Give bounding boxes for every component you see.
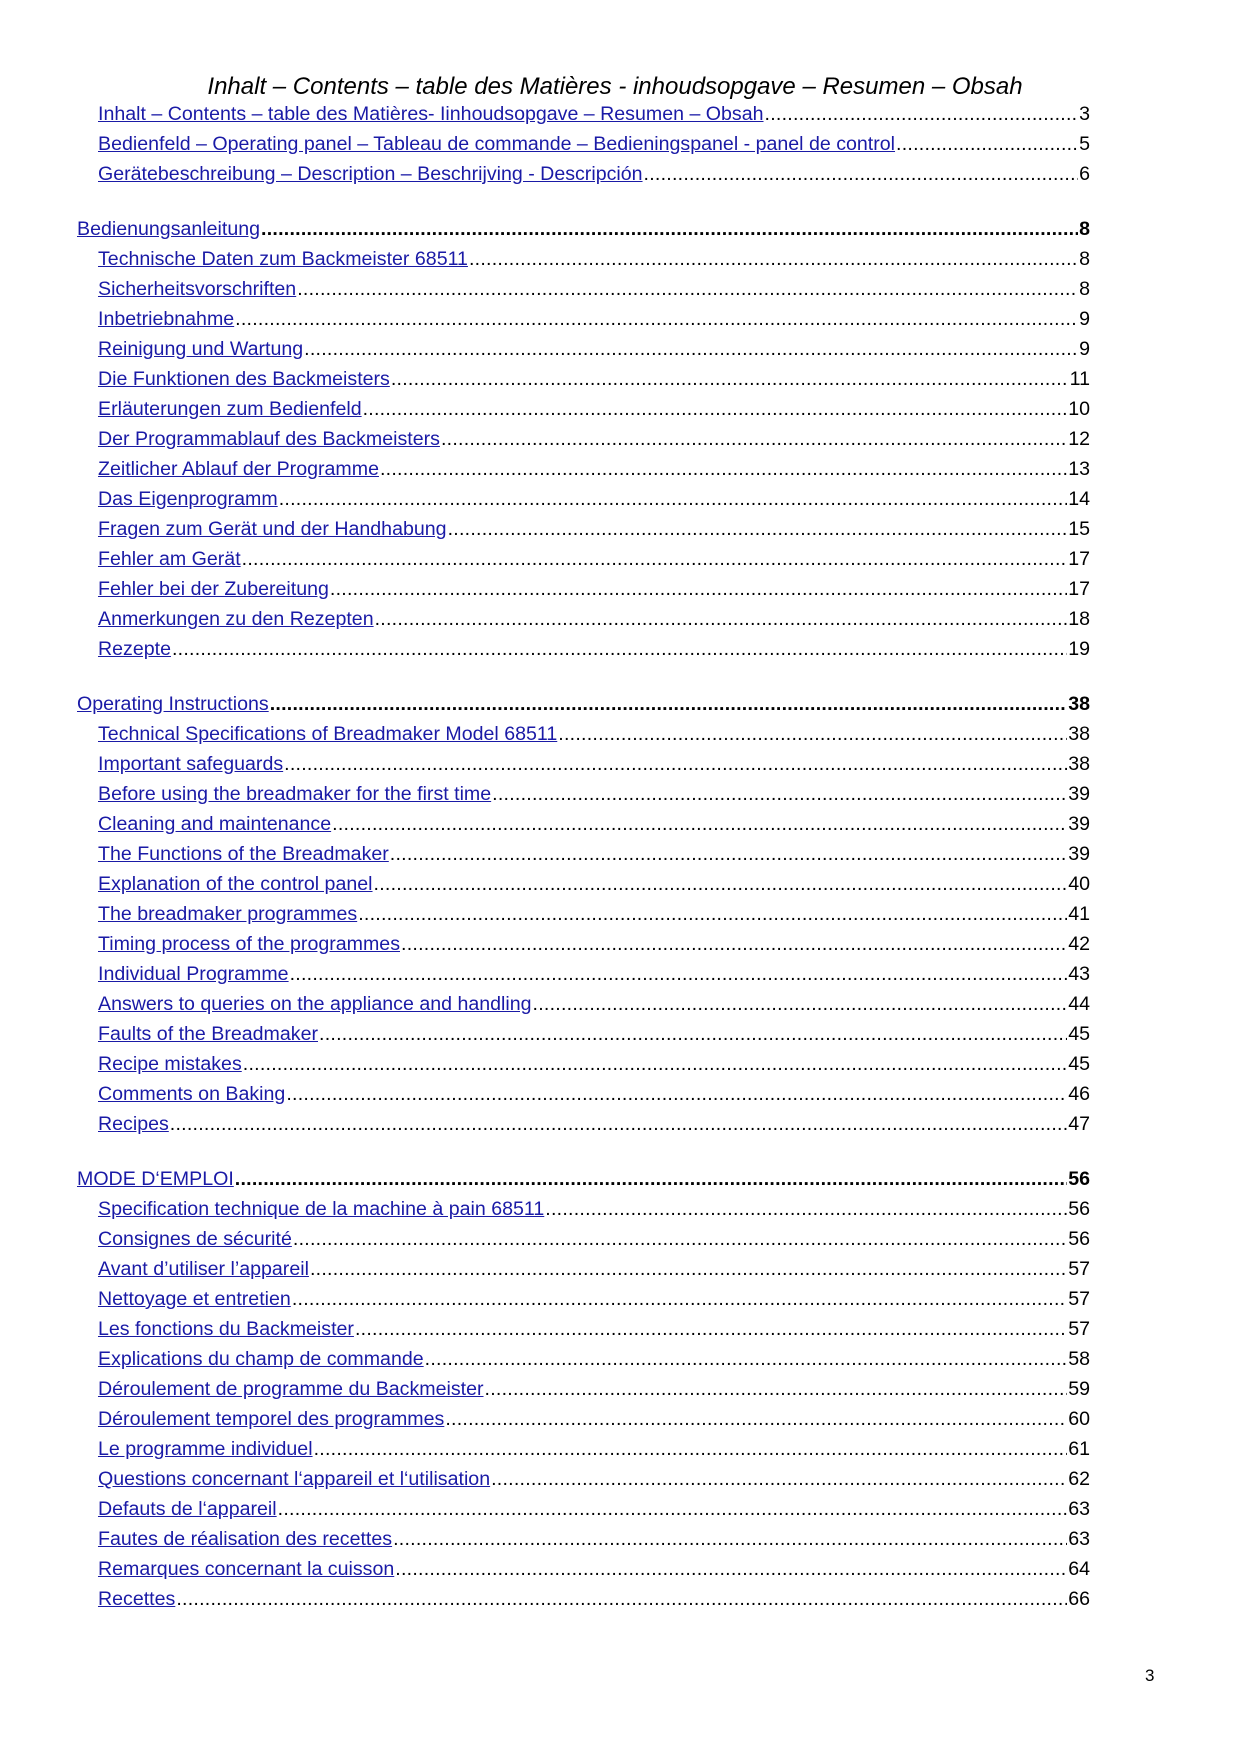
toc-section (77, 211, 1090, 241)
toc-entry (98, 271, 1090, 301)
toc-page-number: 56 (1068, 1228, 1090, 1250)
toc-entry (98, 776, 1090, 806)
dot-leader (492, 782, 1067, 806)
toc-link[interactable]: Cleaning and maintenance (98, 813, 332, 835)
toc-page-number: 42 (1068, 933, 1090, 955)
dot-leader (374, 872, 1068, 896)
toc-page-number: 57 (1068, 1258, 1090, 1280)
toc-link[interactable]: Fehler am Gerät (98, 548, 241, 570)
dot-leader (644, 162, 1079, 186)
toc-link[interactable]: Fragen zum Gerät und der Handhabung (98, 518, 447, 540)
toc-page-number: 40 (1068, 873, 1090, 895)
toc-entry (98, 1016, 1090, 1046)
toc-page-number: 9 (1079, 308, 1090, 330)
dot-leader (355, 1317, 1067, 1341)
toc-entry (98, 956, 1090, 986)
toc-entry (98, 126, 1090, 156)
dot-leader (363, 397, 1068, 421)
toc-page-number: 43 (1068, 963, 1090, 985)
dot-leader (393, 1527, 1067, 1551)
toc-page-number: 17 (1068, 548, 1090, 570)
toc-entry (98, 1076, 1090, 1106)
toc-entry (98, 1371, 1090, 1401)
toc-page-number: 17 (1068, 578, 1090, 600)
dot-leader (314, 1437, 1068, 1461)
toc-page-number: 62 (1068, 1468, 1090, 1490)
dot-leader (310, 1257, 1067, 1281)
toc-link[interactable]: Recipes (98, 1113, 169, 1135)
toc-entry (98, 806, 1090, 836)
toc-entry (98, 391, 1090, 421)
toc-page-number: 56 (1068, 1198, 1090, 1220)
toc-page-number: 59 (1068, 1378, 1090, 1400)
toc-link[interactable]: Remarques concernant la cuisson (98, 1558, 395, 1580)
toc-entry (98, 1221, 1090, 1251)
toc-link[interactable]: Avant d’utiliser l’appareil (98, 1258, 309, 1280)
toc-link[interactable]: Recipe mistakes (98, 1053, 242, 1075)
dot-leader (293, 1227, 1067, 1251)
dot-leader (304, 337, 1078, 361)
dot-leader (261, 217, 1078, 241)
dot-leader (469, 247, 1078, 271)
toc-entry (98, 836, 1090, 866)
toc-link[interactable]: Fautes de réalisation des recettes (98, 1528, 393, 1550)
toc-link[interactable]: Bedienfeld – Operating panel – Tableau de commande – Bedieningspanel - panel de control (98, 133, 896, 155)
toc-link[interactable]: Der Programmablauf des Backmeisters (98, 428, 440, 450)
toc-entry (98, 926, 1090, 956)
dot-leader (330, 577, 1067, 601)
dot-leader (765, 102, 1079, 126)
toc-page-number: 46 (1068, 1083, 1090, 1105)
toc-entry (98, 1191, 1090, 1221)
dot-leader (290, 962, 1068, 986)
toc-page-number: 13 (1068, 458, 1090, 480)
toc-link[interactable]: MODE D‘EMPLOI (77, 1168, 234, 1190)
toc-link[interactable]: Déroulement temporel des programmes (98, 1408, 445, 1430)
toc-link[interactable]: Zeitlicher Ablauf der Programme (98, 458, 379, 480)
toc-entry (98, 986, 1090, 1016)
page-title: Inhalt – Contents – table des Matières - inhoudsopgave – Resumen – Obsah (207, 73, 1023, 100)
toc-entry (98, 1431, 1090, 1461)
toc-page-number: 8 (1079, 248, 1090, 270)
toc-entry (98, 421, 1090, 451)
toc-link[interactable]: Rezepte (98, 638, 171, 660)
toc-link[interactable]: Specification technique de la machine à pain 68511 (98, 1198, 545, 1220)
toc-link[interactable]: Inhalt – Contents – table des Matières- Iinhoudsopgave – Resumen – Obsah (98, 103, 764, 125)
dot-leader (485, 1377, 1068, 1401)
toc-entry (98, 1551, 1090, 1581)
toc-link[interactable]: Erläuterungen zum Bedienfeld (98, 398, 362, 420)
toc-entry (98, 1341, 1090, 1371)
toc-page-number: 18 (1068, 608, 1090, 630)
toc-page-number: 57 (1068, 1288, 1090, 1310)
toc-page-number: 39 (1068, 843, 1090, 865)
dot-leader (395, 1557, 1067, 1581)
toc-link[interactable]: Bedienungsanleitung (77, 218, 261, 240)
dot-leader (445, 1407, 1067, 1431)
toc-link[interactable]: Les fonctions du Backmeister (98, 1318, 354, 1340)
toc-entry (98, 746, 1090, 776)
toc-entry (98, 571, 1090, 601)
dot-leader (896, 132, 1078, 156)
toc-entry (98, 541, 1090, 571)
dot-leader (176, 1587, 1067, 1611)
toc-page-number: 38 (1068, 693, 1090, 715)
dot-leader (390, 842, 1067, 866)
toc-page-number: 39 (1068, 813, 1090, 835)
toc-link[interactable]: Questions concernant l‘appareil et l‘utilisation (98, 1468, 491, 1490)
dot-leader (286, 1082, 1067, 1106)
toc-link[interactable]: Important safeguards (98, 753, 284, 775)
toc-page-number: 66 (1068, 1588, 1090, 1610)
toc-page-number: 57 (1068, 1318, 1090, 1340)
dot-leader (558, 722, 1067, 746)
toc-link[interactable]: Comments on Baking (98, 1083, 286, 1105)
toc-entry (98, 1401, 1090, 1431)
dot-leader (380, 457, 1067, 481)
toc-entry (98, 1581, 1090, 1611)
toc-link[interactable]: Before using the breadmaker for the first time (98, 783, 492, 805)
dot-leader (358, 902, 1067, 926)
dot-leader (441, 427, 1067, 451)
toc-link[interactable]: Nettoyage et entretien (98, 1288, 291, 1310)
toc-link[interactable]: Le programme individuel (98, 1438, 313, 1460)
toc-page-number: 41 (1068, 903, 1090, 925)
toc-entry (98, 481, 1090, 511)
toc-entry (98, 631, 1090, 661)
dot-leader (172, 637, 1067, 661)
toc-link[interactable]: Die Funktionen des Backmeisters (98, 368, 390, 390)
toc-page-number: 14 (1068, 488, 1090, 510)
toc-link[interactable]: Das Eigenprogramm (98, 488, 278, 510)
page-number: 3 (1145, 1666, 1155, 1685)
toc-link[interactable]: Technische Daten zum Backmeister 68511 (98, 248, 468, 270)
toc-link[interactable]: Explications du champ de commande (98, 1348, 424, 1370)
toc-page-number: 47 (1068, 1113, 1090, 1135)
toc-entry (98, 1461, 1090, 1491)
toc-page-number: 9 (1079, 338, 1090, 360)
toc-page-number: 12 (1068, 428, 1090, 450)
toc-link[interactable]: Individual Programme (98, 963, 289, 985)
dot-leader (448, 517, 1068, 541)
toc-page-number: 58 (1068, 1348, 1090, 1370)
dot-leader (170, 1112, 1067, 1136)
dot-leader (242, 547, 1068, 571)
toc-entry (98, 301, 1090, 331)
dot-leader (401, 932, 1067, 956)
toc-page-number: 3 (1079, 103, 1090, 125)
toc-entry (98, 896, 1090, 926)
dot-leader (270, 692, 1068, 716)
toc-entry (98, 96, 1090, 126)
toc-link[interactable]: The breadmaker programmes (98, 903, 358, 925)
toc-link[interactable]: Timing process of the programmes (98, 933, 400, 955)
toc-page-number: 38 (1068, 753, 1090, 775)
toc-page-number: 11 (1069, 368, 1090, 390)
toc-link[interactable]: Explanation of the control panel (98, 873, 373, 895)
toc-page-number: 44 (1068, 993, 1090, 1015)
dot-leader (235, 307, 1078, 331)
toc-link[interactable]: Technical Specifications of Breadmaker Model 68511 (98, 723, 558, 745)
toc-page-number: 6 (1079, 163, 1090, 185)
toc-entry (98, 1106, 1090, 1136)
toc-page-number: 19 (1068, 638, 1090, 660)
toc-page-number: 10 (1068, 398, 1090, 420)
toc-link[interactable]: Faults of the Breadmaker (98, 1023, 318, 1045)
toc-entry (98, 331, 1090, 361)
toc-page-number: 64 (1068, 1558, 1090, 1580)
toc-entry (98, 1251, 1090, 1281)
toc-page-number: 39 (1068, 783, 1090, 805)
toc-entry (98, 361, 1090, 391)
dot-leader (425, 1347, 1068, 1371)
dot-leader (319, 1022, 1067, 1046)
dot-leader (279, 487, 1068, 511)
toc-section (77, 1161, 1090, 1191)
toc-page-number: 45 (1068, 1053, 1090, 1075)
dot-leader (284, 752, 1067, 776)
toc-page-number: 38 (1068, 723, 1090, 745)
toc-link[interactable]: Anmerkungen zu den Rezepten (98, 608, 374, 630)
dot-leader (297, 277, 1078, 301)
dot-leader (332, 812, 1067, 836)
toc-link[interactable]: Inbetriebnahme (98, 308, 235, 330)
toc-page-number: 63 (1068, 1498, 1090, 1520)
dot-leader (533, 992, 1068, 1016)
dot-leader (292, 1287, 1067, 1311)
toc-entry (98, 156, 1090, 186)
toc-link[interactable]: The Functions of the Breadmaker (98, 843, 389, 865)
toc-page-number: 8 (1079, 218, 1090, 240)
toc-entry (98, 1491, 1090, 1521)
toc-link[interactable]: Defauts de l‘appareil (98, 1498, 277, 1520)
toc-link[interactable]: Answers to queries on the appliance and handling (98, 993, 532, 1015)
toc-entry (98, 511, 1090, 541)
toc-link[interactable]: Operating Instructions (77, 693, 269, 715)
dot-leader (278, 1497, 1068, 1521)
dot-leader (491, 1467, 1067, 1491)
toc-page-number: 63 (1068, 1528, 1090, 1550)
toc-entry (98, 1046, 1090, 1076)
toc-entry (98, 1521, 1090, 1551)
dot-leader (545, 1197, 1067, 1221)
toc-entry (98, 1281, 1090, 1311)
toc-entry (98, 601, 1090, 631)
toc-page-number: 45 (1068, 1023, 1090, 1045)
toc-link[interactable]: Gerätebeschreibung – Description – Beschrijving - Descripción (98, 163, 643, 185)
toc-link[interactable]: Reinigung und Wartung (98, 338, 304, 360)
toc-link[interactable]: Consignes de sécurité (98, 1228, 292, 1250)
dot-leader (243, 1052, 1067, 1076)
toc-link[interactable]: Fehler bei der Zubereitung (98, 578, 329, 600)
toc-page-number: 61 (1068, 1438, 1090, 1460)
toc-page-number: 15 (1068, 518, 1090, 540)
toc-entry (98, 451, 1090, 481)
toc-link[interactable]: Sicherheitsvorschriften (98, 278, 297, 300)
toc-link[interactable]: Déroulement de programme du Backmeister (98, 1378, 484, 1400)
toc-page-number: 5 (1079, 133, 1090, 155)
dot-leader (375, 607, 1068, 631)
toc-entry (98, 866, 1090, 896)
toc-section (77, 686, 1090, 716)
toc-link[interactable]: Recettes (98, 1588, 176, 1610)
toc-entry (98, 1311, 1090, 1341)
toc-page-number: 56 (1068, 1168, 1090, 1190)
toc-page-number: 8 (1079, 278, 1090, 300)
toc-page-number: 60 (1068, 1408, 1090, 1430)
dot-leader (235, 1167, 1067, 1191)
toc-entry (98, 716, 1090, 746)
dot-leader (391, 367, 1069, 391)
toc-entry (98, 241, 1090, 271)
